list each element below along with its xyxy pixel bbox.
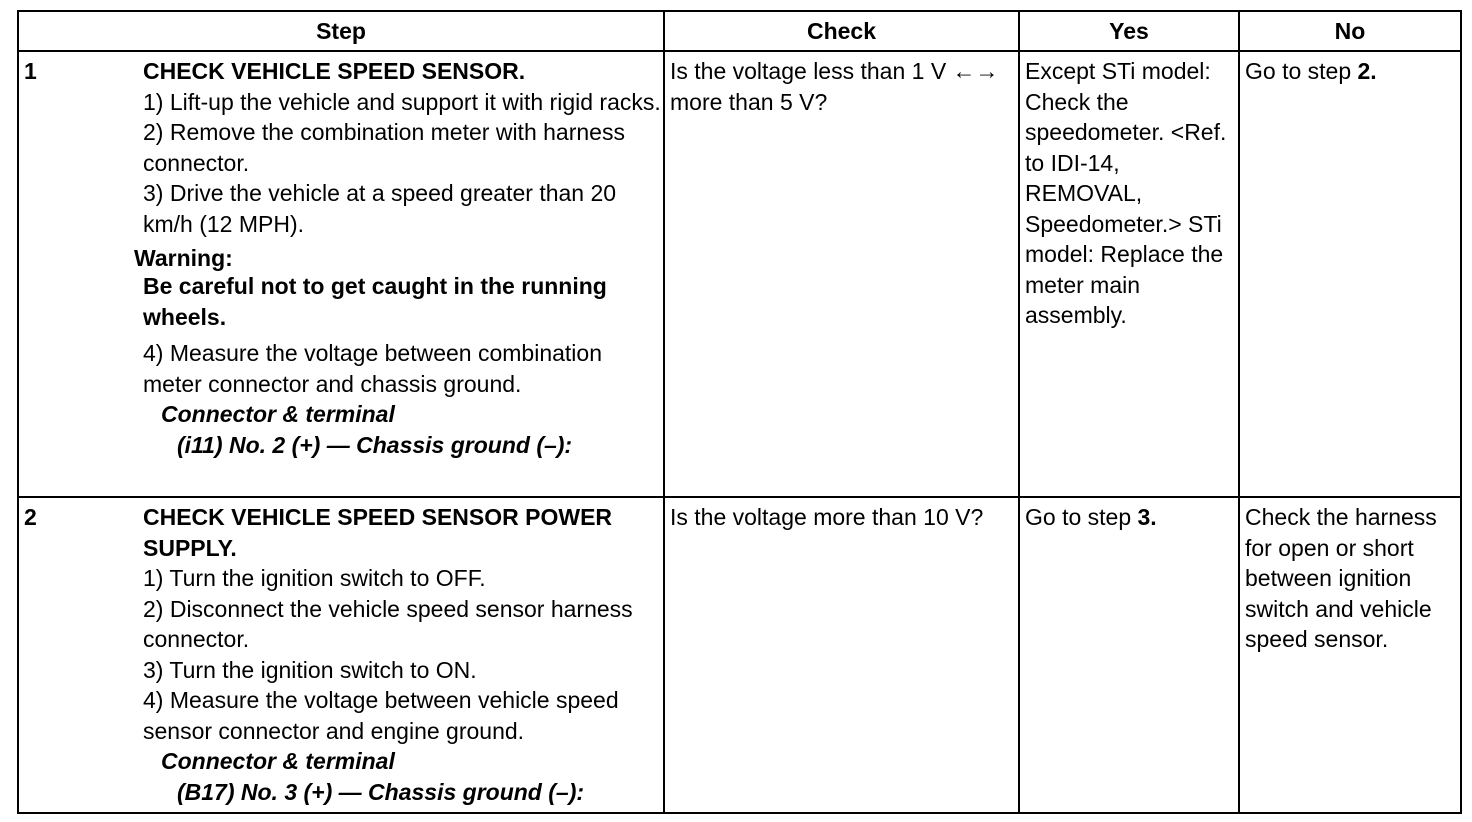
procedure-item: 2) Remove the combination meter with harness connector. bbox=[143, 119, 625, 176]
check-cell: Is the voltage more than 10 V? bbox=[664, 497, 1019, 813]
header-check: Check bbox=[664, 11, 1019, 51]
procedure-item: 1) Turn the ignition switch to OFF. bbox=[143, 565, 486, 591]
step-content bbox=[136, 51, 664, 497]
check-cell: Is the voltage less than 1 V ←→ more than 5 V? bbox=[664, 51, 1019, 497]
warning-text: Be careful not to get caught in the running wheels. bbox=[143, 273, 607, 330]
warning-label: Warning: bbox=[134, 245, 233, 271]
yes-text: Go to step bbox=[1025, 504, 1138, 530]
step-content bbox=[136, 497, 664, 813]
diagnostic-table bbox=[17, 10, 1462, 814]
table-row bbox=[18, 497, 1461, 813]
connector-label: Connector & terminal bbox=[161, 401, 395, 427]
no-cell: Check the harness for open or short between ignition switch and vehicle speed sensor. bbox=[1239, 497, 1461, 813]
no-cell bbox=[1239, 51, 1461, 497]
step-title: CHECK VEHICLE SPEED SENSOR. bbox=[143, 58, 526, 84]
header-no: No bbox=[1239, 11, 1461, 51]
procedure-item: 3) Turn the ignition switch to ON. bbox=[143, 656, 477, 683]
yes-cell bbox=[1019, 497, 1239, 813]
procedure-item: 4) Measure the voltage between combination meter connector and chassis ground. bbox=[143, 340, 603, 397]
connector-label: Connector & terminal bbox=[161, 748, 395, 774]
connector-terminal: (B17) No. 3 (+) — Chassis ground (–): bbox=[177, 778, 585, 805]
procedure-item: 2) Disconnect the vehicle speed sensor harness connector. bbox=[143, 595, 633, 652]
step-reference-link[interactable]: 3. bbox=[1137, 504, 1157, 530]
connector-terminal: (i11) No. 2 (+) — Chassis ground (–): bbox=[177, 431, 573, 458]
procedure-item: 4) Measure the voltage between vehicle speed sensor connector and engine ground. bbox=[143, 687, 619, 744]
step-number: 1 bbox=[18, 51, 136, 497]
header-step: Step bbox=[18, 11, 664, 51]
step-title: CHECK VEHICLE SPEED SENSOR POWER SUPPLY. bbox=[143, 504, 613, 561]
table-row bbox=[18, 51, 1461, 497]
header-row bbox=[18, 11, 1461, 51]
yes-cell: Except STi model: Check the speedometer. <Ref. to IDI-14, REMOVAL, Speedometer.> STi model: Replace the meter main assembly. bbox=[1019, 51, 1239, 497]
header-yes: Yes bbox=[1019, 11, 1239, 51]
procedure-item: 3) Drive the vehicle at a speed greater than 20 km/h (12 MPH). bbox=[143, 180, 617, 237]
step-reference-link[interactable]: 2. bbox=[1357, 58, 1377, 84]
step-number: 2 bbox=[18, 497, 136, 813]
procedure-item: 1) Lift-up the vehicle and support it with rigid racks. bbox=[143, 88, 661, 115]
no-text: Go to step bbox=[1245, 58, 1358, 84]
